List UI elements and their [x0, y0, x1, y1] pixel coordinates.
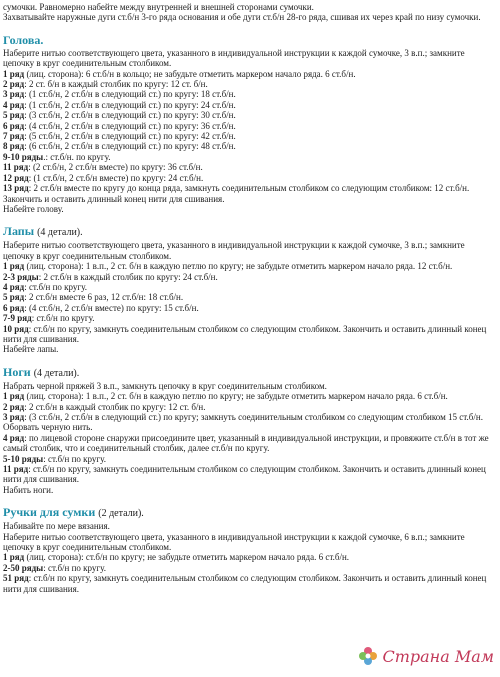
instruction-text: .: ст.б/н. по кругу. — [43, 151, 111, 162]
instruction-line — [3, 303, 496, 313]
section-gap — [3, 23, 496, 33]
section-title-text: Голова. — [3, 32, 44, 47]
section-gap — [3, 214, 496, 224]
instruction-line — [3, 464, 496, 485]
section-title — [3, 365, 496, 381]
instruction-text: : (1 ст.б/н, 2 ст.б/н в следующий ст.) по кругу: 18 ст.б/н. — [24, 89, 236, 100]
row-label: 3 ряд — [3, 412, 25, 422]
instruction-text: Наберите нитью соответствующего цвета, указанного в индивидуальной инструкции к каждой сумочке, 6 в.п.; замкните цепочку в круг соединительным столбиком. — [3, 531, 465, 553]
row-label: 10 ряд — [3, 323, 29, 334]
row-label: 7 ряд — [3, 131, 25, 142]
section-title — [3, 33, 496, 48]
row-label: 5 ряд — [3, 110, 25, 121]
row-label: 7-9 ряд — [3, 313, 32, 324]
section-count: (2 детали). — [98, 508, 144, 520]
row-label: 8 ряд — [3, 141, 25, 152]
instruction-text: Набить ноги. — [3, 484, 54, 495]
row-label: 1 ряд — [3, 552, 25, 563]
instruction-text: : 2 ст.б/н вместе 6 раз, 12 ст.б/н: 18 ст.б/н. — [24, 292, 184, 303]
instruction-line — [3, 412, 496, 433]
row-label: 6 ряд — [3, 302, 25, 313]
instruction-line — [3, 391, 496, 401]
instruction-line — [3, 573, 496, 594]
instruction-text: : (6 ст.б/н, 2 ст.б/н в следующий ст.) по кругу: 48 ст.б/н. — [24, 141, 236, 152]
instruction-text: : (5 ст.б/н, 2 ст.б/н в следующий ст.) по кругу: 42 ст.б/н. — [24, 131, 236, 142]
instruction-text: : ст.б/н по кругу, замкнуть соединительным столбиком со следующим столбиком. Закончить и оставить длинный конец нити для сшивания. — [3, 464, 486, 485]
section-title — [3, 224, 496, 240]
instruction-text: Набрать черной пряжей 3 в.п., замкнуть цепочку в круг соединительным столбиком. — [3, 380, 327, 391]
instruction-text: : по лицевой стороне снаружи присоедините цвет, указанный в индивидуальной инструкции, и провяжите ст.б/н в тот же самый столбик, что и соединительный столбик, далее ст.б/н по кругу. — [3, 432, 489, 454]
instruction-line — [3, 433, 496, 454]
row-label: 3 ряд — [3, 89, 25, 100]
flower-logo-icon — [357, 645, 379, 667]
watermark-text: Страна Мам — [382, 646, 494, 666]
instruction-line — [3, 313, 496, 323]
row-label: 2 ряд — [3, 401, 25, 412]
instruction-text: : ст.б/н по кругу. — [24, 281, 87, 292]
instruction-line — [3, 162, 496, 172]
row-label: 51 ряд — [3, 573, 29, 584]
instruction-text: : ст.б/н по кругу, замкнуть соединительным столбиком со следующим столбиком. Закончить и оставить длинный конец нити для сшивания. — [3, 323, 487, 344]
row-label: 2-3 ряды — [3, 271, 39, 282]
instruction-text: : ст.б/н по кругу. — [31, 313, 95, 324]
instruction-text: Набейте лапы. — [3, 344, 59, 355]
instruction-line — [3, 521, 496, 531]
row-label: 11 ряд — [3, 464, 29, 475]
instruction-text: (лиц. сторона): 1 в.п., 2 ст. б/н в каждую петлю по кругу; не забудьте отметить маркером начало ряда. 6 ст.б/н. — [24, 391, 448, 402]
instruction-line — [3, 141, 496, 151]
instruction-text: : (1 ст.б/н, 2 ст.б/н вместе) по кругу: 24 ст.б/н. — [28, 172, 204, 183]
instruction-text: Набивайте по мере вязания. — [3, 521, 110, 532]
intro — [3, 2, 496, 23]
instruction-line — [3, 563, 496, 573]
instruction-text: : (2 ст.б/н, 2 ст.б/н вместе) по кругу: 36 ст.б/н. — [28, 162, 203, 173]
section-title — [3, 505, 496, 521]
row-label: 11 ряд — [3, 162, 29, 173]
instruction-line — [3, 324, 496, 345]
row-label: 2-50 ряды — [3, 562, 44, 573]
instruction-text: : 2 ст.б/н в каждый столбик по кругу: 24 ст.б/н. — [38, 271, 218, 282]
row-label: 5-10 ряды — [3, 453, 44, 464]
row-label: 9-10 ряды — [3, 151, 44, 162]
instruction-text: : (4 ст.б/н, 2 ст.б/н в следующий ст.) по кругу: 36 ст.б/н. — [24, 120, 236, 131]
instruction-line — [3, 552, 496, 562]
instruction-text: : ст.б/н по кругу. — [43, 453, 106, 464]
row-label: 12 ряд — [3, 172, 29, 183]
instruction-text: (лиц. сторона): 6 ст.б/н в кольцо; не забудьте отметить маркером начало ряда. 6 ст.б/н. — [24, 68, 356, 79]
row-label: 1 ряд — [3, 68, 25, 79]
instruction-text: Набейте голову. — [3, 203, 64, 214]
row-label: 2 ряд — [3, 79, 25, 90]
instruction-line — [3, 121, 496, 131]
section-count: (4 детали). — [33, 367, 80, 379]
instruction-text: : ст.б/н по кругу. — [43, 562, 106, 573]
instruction-text: (лиц. сторона): ст.б/н по кругу; не забудьте отметить маркером начало ряда. 6 ст.б/н. — [24, 552, 350, 563]
row-label: 5 ряд — [3, 292, 25, 303]
watermark — [357, 645, 494, 667]
instruction-line — [3, 261, 496, 271]
instruction-line — [3, 402, 496, 412]
instruction-text: (лиц. сторона): 1 в.п., 2 ст. б/н в каждую петлю по кругу; не забудьте отметить маркером начало ряда. 12 ст.б/н. — [24, 261, 453, 272]
instruction-line — [3, 532, 496, 553]
instruction-line — [3, 100, 496, 110]
row-label: 4 ряд — [3, 432, 25, 443]
section-title-text: Лапы — [3, 224, 35, 239]
instruction-text: Наберите нитью соответствующего цвета, указанного в индивидуальной инструкции к каждой сумочке, 3 в.п.; замкните цепочку в круг соединительным столбиком. — [3, 240, 465, 261]
instruction-text: : (3 ст.б/н, 2 ст.б/н в следующий ст.) по кругу: 30 ст.б/н. — [24, 110, 236, 121]
instruction-text: : (3 ст.б/н, 2 ст.б/н в следующий ст.) по кругу; замкнуть соединительным столбиком со следующим столбиком 15 ст.б/н. Оборвать черную нить. — [3, 412, 483, 433]
row-label: 1 ряд — [3, 261, 25, 272]
intro-line: сумочки. Равномерно набейте между внутренней и внешней сторонами сумочки. — [3, 2, 314, 12]
instruction-text: : 2 ст. б/н в каждый столбик по кругу: 12 ст. б/н. — [24, 79, 208, 90]
row-label: 13 ряд — [3, 183, 29, 194]
instruction-line — [3, 454, 496, 464]
section-gap — [3, 495, 496, 505]
instruction-line — [3, 381, 496, 391]
instruction-text: : (1 ст.б/н, 2 ст.б/н в следующий ст.) по кругу: 24 ст.б/н. — [24, 99, 236, 110]
section-title-text: Ноги — [3, 364, 31, 379]
instruction-line — [3, 485, 496, 495]
instruction-text: : 2 ст.б/н в каждый столбик по кругу: 12 ст. б/н. — [24, 401, 206, 412]
instruction-line — [3, 240, 496, 261]
row-label: 4 ряд — [3, 281, 25, 292]
instruction-line — [3, 69, 496, 79]
instruction-line — [3, 110, 496, 120]
instruction-line — [3, 272, 496, 282]
instruction-text: : (4 ст.б/н, 2 ст.б/н вместе) по кругу: 15 ст.б/н. — [24, 302, 199, 313]
section-title-text: Ручки для сумки — [3, 505, 96, 520]
instruction-line — [3, 79, 496, 89]
instruction-line — [3, 131, 496, 141]
instruction-line — [3, 89, 496, 99]
instruction-line — [3, 292, 496, 302]
instruction-line — [3, 48, 496, 69]
row-label: 6 ряд — [3, 120, 25, 131]
row-label: 1 ряд — [3, 391, 25, 402]
section-count: (4 детали). — [37, 227, 83, 239]
instruction-line — [3, 173, 496, 183]
instruction-line — [3, 152, 496, 162]
sections — [3, 23, 496, 594]
intro-line: Захватывайте наружные дуги ст.б/н 3-го ряда основания и обе дуги ст.б/н 28-го ряда, сшивая их через край по низу сумочки. — [3, 12, 481, 23]
instruction-text: : 2 ст.б/н вместе по кругу до конца ряда, замкнуть соединительным столбиком со следующим столбиком: 12 ст.б/н. Закончить и оставить длинный конец нити для сшивания. — [3, 183, 470, 204]
row-label: 4 ряд — [3, 99, 25, 110]
instruction-line — [3, 204, 496, 214]
instruction-line — [3, 282, 496, 292]
instruction-line — [3, 344, 496, 354]
instruction-text: Наберите нитью соответствующего цвета, указанного в индивидуальной инструкции к каждой сумочке, 3 в.п.; замкните цепочку в круг соединительным столбиком. — [3, 47, 465, 69]
instruction-line — [3, 183, 496, 204]
instruction-text: : ст.б/н по кругу, замкнуть соединительным столбиком со следующим столбиком. Закончить и оставить длинный конец нити для сшивания. — [3, 573, 487, 594]
section-gap — [3, 355, 496, 365]
